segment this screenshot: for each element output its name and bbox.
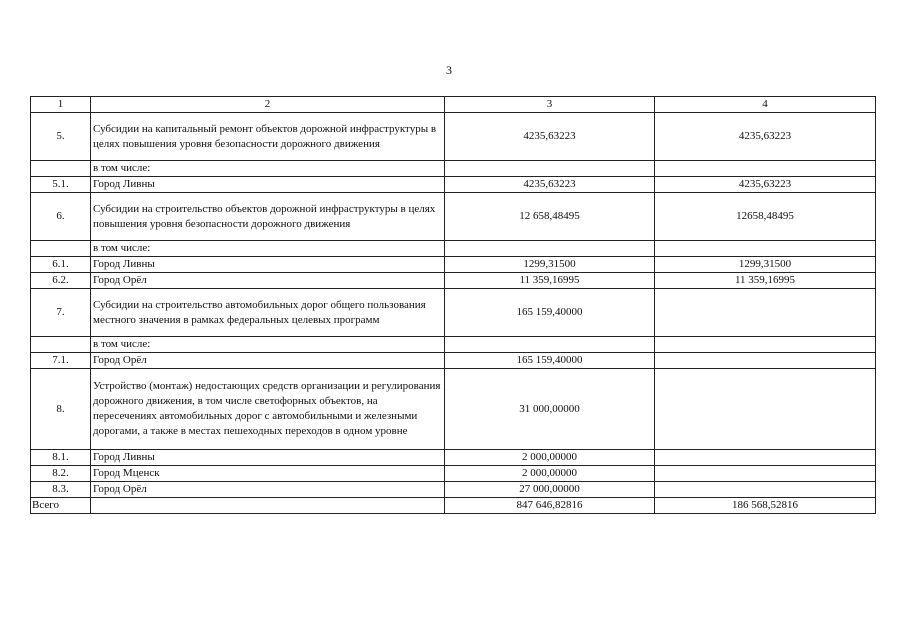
value-col4: [655, 450, 876, 466]
value-col4: [655, 482, 876, 498]
table-row: [31, 450, 876, 466]
value-col3: 11 359,16995: [445, 273, 655, 289]
table-row: [31, 193, 876, 241]
header-cell: 1: [31, 97, 91, 113]
total-col4: 186 568,52816: [655, 498, 876, 514]
row-description: Устройство (монтаж) недостающих средств организации и регулирования дорожного движения, в том числе светофорных объектов, на пересечениях автомобильных дорог с автомобильными и железными дорогами, а также в местах пешеходных переходов в одном уровне: [91, 369, 445, 450]
row-description: Город Орёл: [91, 482, 445, 498]
value-col4: 12658,48495: [655, 193, 876, 241]
total-description: [91, 498, 445, 514]
subsidy-table: [30, 96, 876, 514]
table-row: [31, 161, 876, 177]
row-description: в том числе:: [91, 337, 445, 353]
value-col4: [655, 241, 876, 257]
value-col3: 4235,63223: [445, 177, 655, 193]
value-col4: 1299,31500: [655, 257, 876, 273]
table-row: [31, 257, 876, 273]
value-col3: 165 159,40000: [445, 289, 655, 337]
row-description: Город Ливны: [91, 450, 445, 466]
row-number: 5.1.: [31, 177, 91, 193]
row-description: Субсидии на строительство объектов дорожной инфраструктуры в целях повышения уровня безопасности дорожного движения: [91, 193, 445, 241]
value-col4: 4235,63223: [655, 113, 876, 161]
header-cell: 3: [445, 97, 655, 113]
value-col3: [445, 241, 655, 257]
row-number: [31, 161, 91, 177]
value-col4: [655, 161, 876, 177]
row-description: Город Ливны: [91, 177, 445, 193]
row-number: 8.2.: [31, 466, 91, 482]
value-col4: [655, 289, 876, 337]
row-number: 6.: [31, 193, 91, 241]
value-col3: 1299,31500: [445, 257, 655, 273]
value-col3: 2 000,00000: [445, 466, 655, 482]
row-description: Город Ливны: [91, 257, 445, 273]
total-col3: 847 646,82816: [445, 498, 655, 514]
total-label: Всего: [31, 498, 91, 514]
value-col3: 31 000,00000: [445, 369, 655, 450]
row-number: 8.3.: [31, 482, 91, 498]
table-row: [31, 337, 876, 353]
value-col3: 12 658,48495: [445, 193, 655, 241]
value-col4: 11 359,16995: [655, 273, 876, 289]
table-row: [31, 369, 876, 450]
row-number: 6.2.: [31, 273, 91, 289]
value-col4: [655, 369, 876, 450]
value-col3: [445, 337, 655, 353]
total-row: [31, 498, 876, 514]
table-row: [31, 482, 876, 498]
value-col4: [655, 337, 876, 353]
table-row: [31, 289, 876, 337]
table-row: [31, 241, 876, 257]
value-col4: [655, 466, 876, 482]
value-col3: 2 000,00000: [445, 450, 655, 466]
row-number: 8.1.: [31, 450, 91, 466]
value-col4: [655, 353, 876, 369]
table-row: [31, 273, 876, 289]
table-row: [31, 353, 876, 369]
table-row: [31, 177, 876, 193]
row-description: Город Мценск: [91, 466, 445, 482]
row-number: 6.1.: [31, 257, 91, 273]
page-number: 3: [446, 63, 452, 77]
value-col4: 4235,63223: [655, 177, 876, 193]
row-number: [31, 337, 91, 353]
row-number: 8.: [31, 369, 91, 450]
value-col3: 165 159,40000: [445, 353, 655, 369]
row-description: в том числе:: [91, 241, 445, 257]
table-row: [31, 466, 876, 482]
row-number: 7.: [31, 289, 91, 337]
header-cell: 4: [655, 97, 876, 113]
row-description: Город Орёл: [91, 273, 445, 289]
row-description: Город Орёл: [91, 353, 445, 369]
header-cell: 2: [91, 97, 445, 113]
value-col3: [445, 161, 655, 177]
table-row: [31, 113, 876, 161]
row-number: 5.: [31, 113, 91, 161]
row-number: [31, 241, 91, 257]
table-header-row: [31, 97, 876, 113]
value-col3: 27 000,00000: [445, 482, 655, 498]
row-description: Субсидии на строительство автомобильных дорог общего пользования местного значения в рамках федеральных целевых программ: [91, 289, 445, 337]
row-description: Субсидии на капитальный ремонт объектов дорожной инфраструктуры в целях повышения уровня безопасности дорожного движения: [91, 113, 445, 161]
row-number: 7.1.: [31, 353, 91, 369]
value-col3: 4235,63223: [445, 113, 655, 161]
row-description: в том числе:: [91, 161, 445, 177]
